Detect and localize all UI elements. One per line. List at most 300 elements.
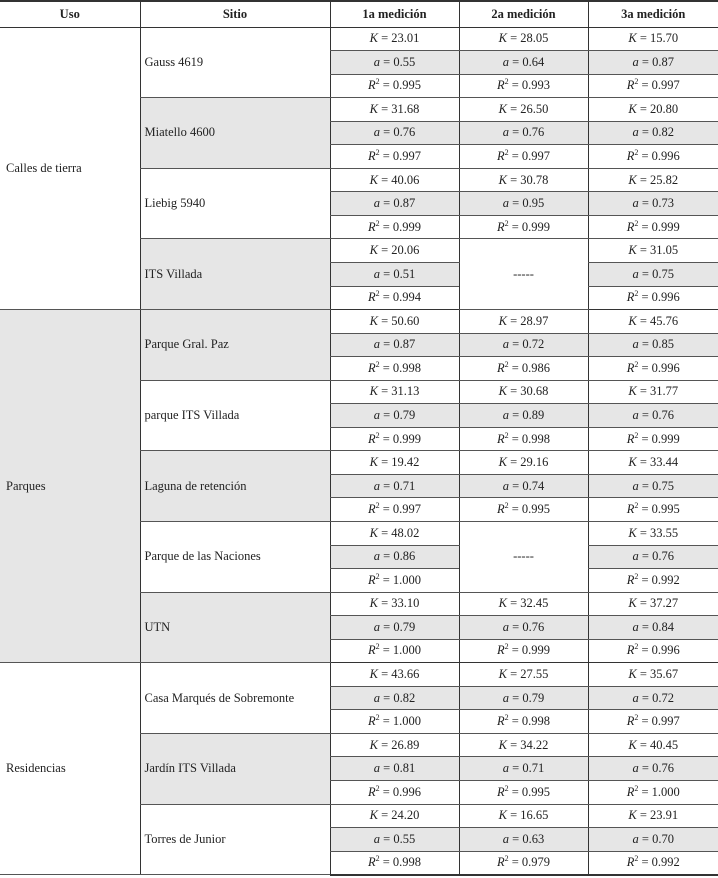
- param-value: 28.05: [520, 31, 549, 46]
- value-cell-k: K = 27.55: [459, 663, 588, 687]
- value-cell-a: a = 0.87: [330, 192, 459, 216]
- param-label: a: [373, 478, 381, 493]
- param-label: a: [502, 690, 510, 705]
- param-value: 1.000: [392, 572, 422, 587]
- superscript: 2: [504, 359, 509, 369]
- value-cell-a: a = 0.76: [588, 545, 718, 569]
- value-cell-k: K = 40.45: [588, 733, 718, 757]
- param-value: 33.10: [391, 596, 420, 611]
- param-label: K: [369, 808, 378, 823]
- param-label: a: [632, 54, 639, 69]
- value-cell-a: a = 0.75: [588, 474, 718, 498]
- param-value: 0.55: [393, 831, 416, 846]
- superscript: 2: [634, 571, 639, 581]
- value-cell-k: K = 30.78: [459, 168, 588, 192]
- param-label: K: [498, 737, 507, 752]
- superscript: 2: [634, 430, 639, 440]
- sitio-cell: Torres de Junior: [140, 804, 330, 875]
- param-value: 0.997: [392, 149, 422, 163]
- param-value: 0.993: [521, 78, 551, 93]
- value-cell-r2: $R^2 = 1.000$: [588, 781, 718, 805]
- header-medicion-2: 2a medición: [459, 1, 588, 27]
- param-label: R: [496, 431, 505, 446]
- param-label: K: [628, 384, 637, 399]
- param-label: R: [626, 714, 635, 729]
- value-cell-k: K = 45.76: [588, 310, 718, 334]
- param-label: K: [369, 667, 378, 682]
- param-value: 0.76: [522, 125, 545, 140]
- param-value: 20.06: [391, 243, 420, 258]
- param-label: R: [496, 360, 505, 375]
- param-label: R: [367, 78, 376, 93]
- param-label: a: [373, 619, 381, 634]
- table-row: [0, 310, 718, 334]
- param-value: 0.992: [651, 572, 680, 587]
- param-value: 0.76: [652, 761, 674, 776]
- param-value: 0.86: [393, 549, 416, 564]
- value-cell-r2: $R^2 = 0.998$: [459, 710, 588, 734]
- param-value: 29.16: [520, 455, 549, 470]
- value-cell-k: K = 23.01: [330, 27, 459, 51]
- value-cell-r2: $R^2 = 0.996$: [588, 357, 718, 381]
- param-value: 1.000: [392, 714, 422, 729]
- param-label: R: [626, 502, 635, 517]
- param-value: 24.20: [391, 808, 420, 823]
- superscript: 2: [375, 147, 380, 157]
- param-label: K: [628, 737, 637, 752]
- param-value: 0.998: [392, 855, 422, 870]
- param-value: 31.77: [650, 384, 679, 399]
- param-label: K: [369, 243, 378, 258]
- param-label: K: [369, 384, 378, 399]
- value-cell-r2: $R^2 = 0.995$: [588, 498, 718, 522]
- value-cell-r2: $R^2 = 0.992$: [588, 569, 718, 593]
- value-cell-r2: $R^2 = 0.996$: [588, 286, 718, 310]
- param-value: 0.55: [393, 54, 416, 69]
- param-label: R: [626, 643, 635, 658]
- value-cell-a: a = 0.55: [330, 828, 459, 852]
- param-value: 0.999: [392, 219, 422, 234]
- value-cell-k: K = 33.10: [330, 592, 459, 616]
- param-value: 27.55: [520, 667, 549, 682]
- param-label: R: [367, 360, 376, 375]
- uso-cell: Parques: [0, 310, 140, 663]
- param-label: a: [373, 125, 381, 140]
- param-value: 26.89: [391, 737, 420, 752]
- value-cell-a: a = 0.71: [330, 474, 459, 498]
- value-cell-r2: $R^2 = 0.997$: [588, 74, 718, 98]
- value-cell-a: a = 0.72: [588, 686, 718, 710]
- value-cell-a: a = 0.79: [330, 404, 459, 428]
- table-row: [0, 27, 718, 51]
- param-label: K: [628, 667, 637, 682]
- param-label: R: [496, 78, 505, 93]
- superscript: 2: [634, 147, 639, 157]
- superscript: 2: [375, 430, 380, 440]
- value-cell-r2: $R^2 = 0.999$: [588, 427, 718, 451]
- superscript: 2: [375, 783, 380, 793]
- param-label: R: [626, 431, 635, 446]
- param-value: 0.992: [651, 855, 680, 870]
- header-sitio: Sitio: [140, 1, 330, 27]
- param-label: K: [498, 172, 507, 187]
- superscript: 2: [504, 430, 509, 440]
- param-label: a: [502, 831, 510, 846]
- value-cell-r2: $R^2 = 0.999$: [330, 427, 459, 451]
- param-value: 0.81: [393, 761, 416, 776]
- param-label: a: [502, 337, 510, 352]
- param-value: 0.82: [652, 125, 674, 140]
- value-cell-k: K = 48.02: [330, 521, 459, 545]
- param-label: K: [498, 384, 507, 399]
- param-label: a: [632, 125, 639, 140]
- param-label: K: [628, 101, 637, 116]
- value-cell-k: K = 15.70: [588, 27, 718, 51]
- param-value: 1.000: [392, 643, 422, 658]
- param-label: R: [496, 855, 505, 870]
- param-value: 32.45: [520, 596, 549, 611]
- param-value: 0.999: [651, 219, 680, 234]
- param-value: 0.71: [522, 761, 545, 776]
- value-cell-a: a = 0.95: [459, 192, 588, 216]
- param-label: a: [632, 196, 639, 211]
- value-cell-a: a = 0.76: [588, 404, 718, 428]
- value-cell-a: a = 0.76: [330, 121, 459, 145]
- param-value: 0.82: [393, 690, 416, 705]
- superscript: 2: [634, 77, 639, 87]
- param-label: a: [373, 196, 381, 211]
- param-label: a: [502, 408, 510, 423]
- value-cell-a: a = 0.82: [588, 121, 718, 145]
- param-label: K: [498, 596, 507, 611]
- param-value: 0.986: [521, 360, 551, 375]
- param-label: a: [373, 761, 381, 776]
- value-cell-r2: $R^2 = 0.992$: [588, 851, 718, 875]
- param-label: a: [632, 831, 639, 846]
- param-label: R: [496, 643, 505, 658]
- value-cell-k: K = 28.05: [459, 27, 588, 51]
- sitio-cell: parque ITS Villada: [140, 380, 330, 451]
- value-cell-r2: $R^2 = 0.994$: [330, 286, 459, 310]
- superscript: 2: [504, 854, 509, 863]
- missing-value-cell: -----: [459, 239, 588, 310]
- sitio-cell: UTN: [140, 592, 330, 663]
- param-label: R: [626, 855, 635, 870]
- param-label: R: [367, 784, 376, 799]
- param-label: a: [373, 408, 381, 423]
- param-value: 0.996: [651, 290, 680, 305]
- value-cell-k: K = 29.16: [459, 451, 588, 475]
- param-value: 0.87: [652, 54, 674, 69]
- value-cell-r2: $R^2 = 0.999$: [459, 639, 588, 663]
- value-cell-r2: $R^2 = 0.993$: [459, 74, 588, 98]
- superscript: 2: [634, 359, 639, 369]
- param-value: 0.999: [392, 431, 422, 446]
- param-value: 0.996: [651, 643, 680, 658]
- param-value: 26.50: [520, 101, 549, 116]
- param-label: R: [626, 290, 635, 305]
- value-cell-k: K = 20.06: [330, 239, 459, 263]
- value-cell-k: K = 37.27: [588, 592, 718, 616]
- param-label: R: [367, 149, 376, 163]
- param-label: R: [367, 431, 376, 446]
- value-cell-k: K = 25.82: [588, 168, 718, 192]
- value-cell-a: a = 0.75: [588, 262, 718, 286]
- sitio-cell: Parque de las Naciones: [140, 521, 330, 592]
- param-value: 31.13: [391, 384, 420, 399]
- param-value: 0.999: [521, 219, 551, 234]
- param-value: 0.89: [522, 408, 545, 423]
- superscript: 2: [634, 712, 639, 722]
- value-cell-k: K = 32.45: [459, 592, 588, 616]
- param-label: a: [632, 690, 639, 705]
- superscript: 2: [375, 854, 380, 863]
- superscript: 2: [634, 783, 639, 793]
- param-label: R: [496, 714, 505, 729]
- param-value: 0.995: [521, 784, 551, 799]
- param-value: 0.76: [652, 549, 674, 564]
- superscript: 2: [375, 359, 380, 369]
- superscript: 2: [504, 77, 509, 87]
- value-cell-a: a = 0.89: [459, 404, 588, 428]
- param-value: 0.998: [392, 360, 422, 375]
- superscript: 2: [504, 218, 509, 228]
- param-value: 0.997: [392, 502, 422, 517]
- param-label: K: [369, 313, 378, 328]
- param-value: 43.66: [391, 667, 420, 682]
- value-cell-k: K = 31.77: [588, 380, 718, 404]
- param-label: R: [626, 572, 635, 587]
- value-cell-a: a = 0.86: [330, 545, 459, 569]
- param-value: 40.06: [391, 172, 420, 187]
- value-cell-a: a = 0.63: [459, 828, 588, 852]
- value-cell-k: K = 34.22: [459, 733, 588, 757]
- value-cell-a: a = 0.73: [588, 192, 718, 216]
- param-value: 0.95: [522, 196, 545, 211]
- param-label: a: [502, 54, 510, 69]
- param-label: K: [369, 596, 378, 611]
- value-cell-a: a = 0.81: [330, 757, 459, 781]
- param-label: K: [498, 808, 507, 823]
- value-cell-k: K = 26.50: [459, 98, 588, 122]
- param-value: 0.85: [652, 337, 674, 352]
- param-label: K: [628, 455, 637, 470]
- value-cell-a: a = 0.76: [459, 616, 588, 640]
- param-value: 0.51: [393, 266, 416, 281]
- param-label: K: [369, 455, 378, 470]
- value-cell-r2: $R^2 = 1.000$: [330, 569, 459, 593]
- param-label: a: [502, 761, 510, 776]
- param-label: K: [498, 455, 507, 470]
- superscript: 2: [504, 147, 509, 157]
- param-label: a: [373, 337, 381, 352]
- param-label: K: [498, 101, 507, 116]
- param-label: a: [373, 54, 381, 69]
- param-label: a: [632, 266, 639, 281]
- param-value: 0.74: [522, 478, 545, 493]
- param-label: R: [367, 572, 376, 587]
- param-value: 0.79: [393, 619, 416, 634]
- param-value: 0.995: [651, 502, 680, 517]
- param-value: 34.22: [520, 737, 549, 752]
- param-value: 0.71: [393, 478, 416, 493]
- param-label: R: [626, 219, 635, 234]
- param-value: 0.79: [522, 690, 545, 705]
- value-cell-a: a = 0.76: [588, 757, 718, 781]
- value-cell-a: a = 0.87: [330, 333, 459, 357]
- header-medicion-3: 3a medición: [588, 1, 718, 27]
- param-label: a: [632, 549, 639, 564]
- superscript: 2: [375, 571, 380, 581]
- param-value: 0.87: [393, 337, 416, 352]
- value-cell-k: K = 50.60: [330, 310, 459, 334]
- value-cell-r2: $R^2 = 1.000$: [330, 639, 459, 663]
- value-cell-r2: $R^2 = 0.986$: [459, 357, 588, 381]
- superscript: 2: [375, 712, 380, 722]
- param-label: K: [628, 596, 637, 611]
- param-value: 31.05: [650, 243, 679, 258]
- superscript: 2: [634, 218, 639, 228]
- param-value: 0.997: [651, 714, 680, 729]
- superscript: 2: [504, 642, 509, 652]
- value-cell-k: K = 28.97: [459, 310, 588, 334]
- superscript: 2: [634, 642, 639, 652]
- value-cell-r2: $R^2 = 0.997$: [330, 145, 459, 169]
- param-label: a: [502, 619, 510, 634]
- superscript: 2: [375, 642, 380, 652]
- superscript: 2: [375, 218, 380, 228]
- param-label: K: [369, 525, 378, 540]
- sitio-cell: Laguna de retención: [140, 451, 330, 522]
- uso-cell: Residencias: [0, 663, 140, 875]
- param-value: 0.997: [521, 149, 551, 163]
- missing-value-cell: -----: [459, 521, 588, 592]
- param-value: 0.76: [522, 619, 545, 634]
- param-label: K: [628, 313, 637, 328]
- value-cell-k: K = 30.68: [459, 380, 588, 404]
- param-label: K: [628, 31, 637, 46]
- param-label: a: [502, 196, 510, 211]
- value-cell-k: K = 31.05: [588, 239, 718, 263]
- param-label: R: [626, 784, 635, 799]
- param-value: 23.01: [391, 31, 420, 46]
- param-value: 0.70: [652, 831, 674, 846]
- value-cell-a: a = 0.84: [588, 616, 718, 640]
- value-cell-a: a = 0.79: [330, 616, 459, 640]
- value-cell-a: a = 0.87: [588, 51, 718, 75]
- value-cell-r2: $R^2 = 1.000$: [330, 710, 459, 734]
- value-cell-k: K = 31.68: [330, 98, 459, 122]
- param-label: R: [496, 219, 505, 234]
- value-cell-a: a = 0.74: [459, 474, 588, 498]
- superscript: 2: [504, 783, 509, 793]
- superscript: 2: [504, 501, 509, 511]
- sitio-cell: Liebig 5940: [140, 168, 330, 239]
- value-cell-r2: $R^2 = 0.998$: [459, 427, 588, 451]
- value-cell-r2: $R^2 = 0.999$: [588, 215, 718, 239]
- value-cell-r2: $R^2 = 0.995$: [459, 781, 588, 805]
- param-value: 0.996: [651, 149, 680, 163]
- value-cell-r2: $R^2 = 0.999$: [330, 215, 459, 239]
- value-cell-k: K = 19.42: [330, 451, 459, 475]
- value-cell-r2: $R^2 = 0.996$: [588, 639, 718, 663]
- value-cell-k: K = 33.55: [588, 521, 718, 545]
- param-label: R: [496, 149, 505, 163]
- param-label: R: [367, 219, 376, 234]
- param-value: 15.70: [650, 31, 679, 46]
- param-value: 0.63: [522, 831, 545, 846]
- param-label: R: [367, 502, 376, 517]
- value-cell-k: K = 31.13: [330, 380, 459, 404]
- param-value: 0.998: [521, 714, 551, 729]
- param-label: K: [369, 101, 378, 116]
- param-label: a: [373, 690, 381, 705]
- param-value: 0.64: [522, 54, 545, 69]
- param-value: 0.996: [651, 360, 680, 375]
- param-value: 0.999: [521, 643, 551, 658]
- superscript: 2: [375, 289, 380, 299]
- param-value: 0.996: [392, 784, 422, 799]
- value-cell-r2: $R^2 = 0.998$: [330, 357, 459, 381]
- value-cell-k: K = 23.91: [588, 804, 718, 828]
- header-row: [0, 1, 718, 27]
- param-value: 0.87: [393, 196, 416, 211]
- value-cell-k: K = 26.89: [330, 733, 459, 757]
- param-value: 0.76: [393, 125, 416, 140]
- param-label: K: [498, 313, 507, 328]
- param-value: 0.76: [652, 408, 674, 423]
- value-cell-a: a = 0.76: [459, 121, 588, 145]
- value-cell-r2: $R^2 = 0.997$: [459, 145, 588, 169]
- param-value: 40.45: [650, 737, 679, 752]
- sitio-cell: Miatello 4600: [140, 98, 330, 169]
- param-value: 30.68: [520, 384, 549, 399]
- param-value: 31.68: [391, 101, 420, 116]
- param-value: 19.42: [391, 455, 420, 470]
- table-body: [0, 27, 718, 875]
- param-label: a: [373, 266, 381, 281]
- param-value: 16.65: [520, 808, 549, 823]
- sitio-cell: Casa Marqués de Sobremonte: [140, 663, 330, 734]
- superscript: 2: [634, 501, 639, 511]
- param-value: 0.995: [392, 78, 422, 93]
- param-value: 25.82: [650, 172, 679, 187]
- param-value: 20.80: [650, 101, 679, 116]
- value-cell-k: K = 33.44: [588, 451, 718, 475]
- param-value: 0.999: [651, 431, 680, 446]
- param-label: R: [367, 855, 376, 870]
- param-value: 23.91: [650, 808, 679, 823]
- sitio-cell: ITS Villada: [140, 239, 330, 310]
- value-cell-r2: $R^2 = 0.996$: [330, 781, 459, 805]
- param-label: K: [628, 525, 637, 540]
- value-cell-a: a = 0.85: [588, 333, 718, 357]
- value-cell-r2: $R^2 = 0.979$: [459, 851, 588, 875]
- value-cell-r2: $R^2 = 0.996$: [588, 145, 718, 169]
- value-cell-a: a = 0.72: [459, 333, 588, 357]
- value-cell-r2: $R^2 = 0.999$: [459, 215, 588, 239]
- param-label: a: [502, 478, 510, 493]
- param-label: K: [369, 172, 378, 187]
- table-row: [0, 663, 718, 687]
- param-label: K: [369, 31, 378, 46]
- param-label: a: [632, 337, 639, 352]
- superscript: 2: [375, 501, 380, 511]
- value-cell-a: a = 0.51: [330, 262, 459, 286]
- param-value: 50.60: [391, 313, 420, 328]
- header-medicion-1: 1a medición: [330, 1, 459, 27]
- param-value: 0.79: [393, 408, 416, 423]
